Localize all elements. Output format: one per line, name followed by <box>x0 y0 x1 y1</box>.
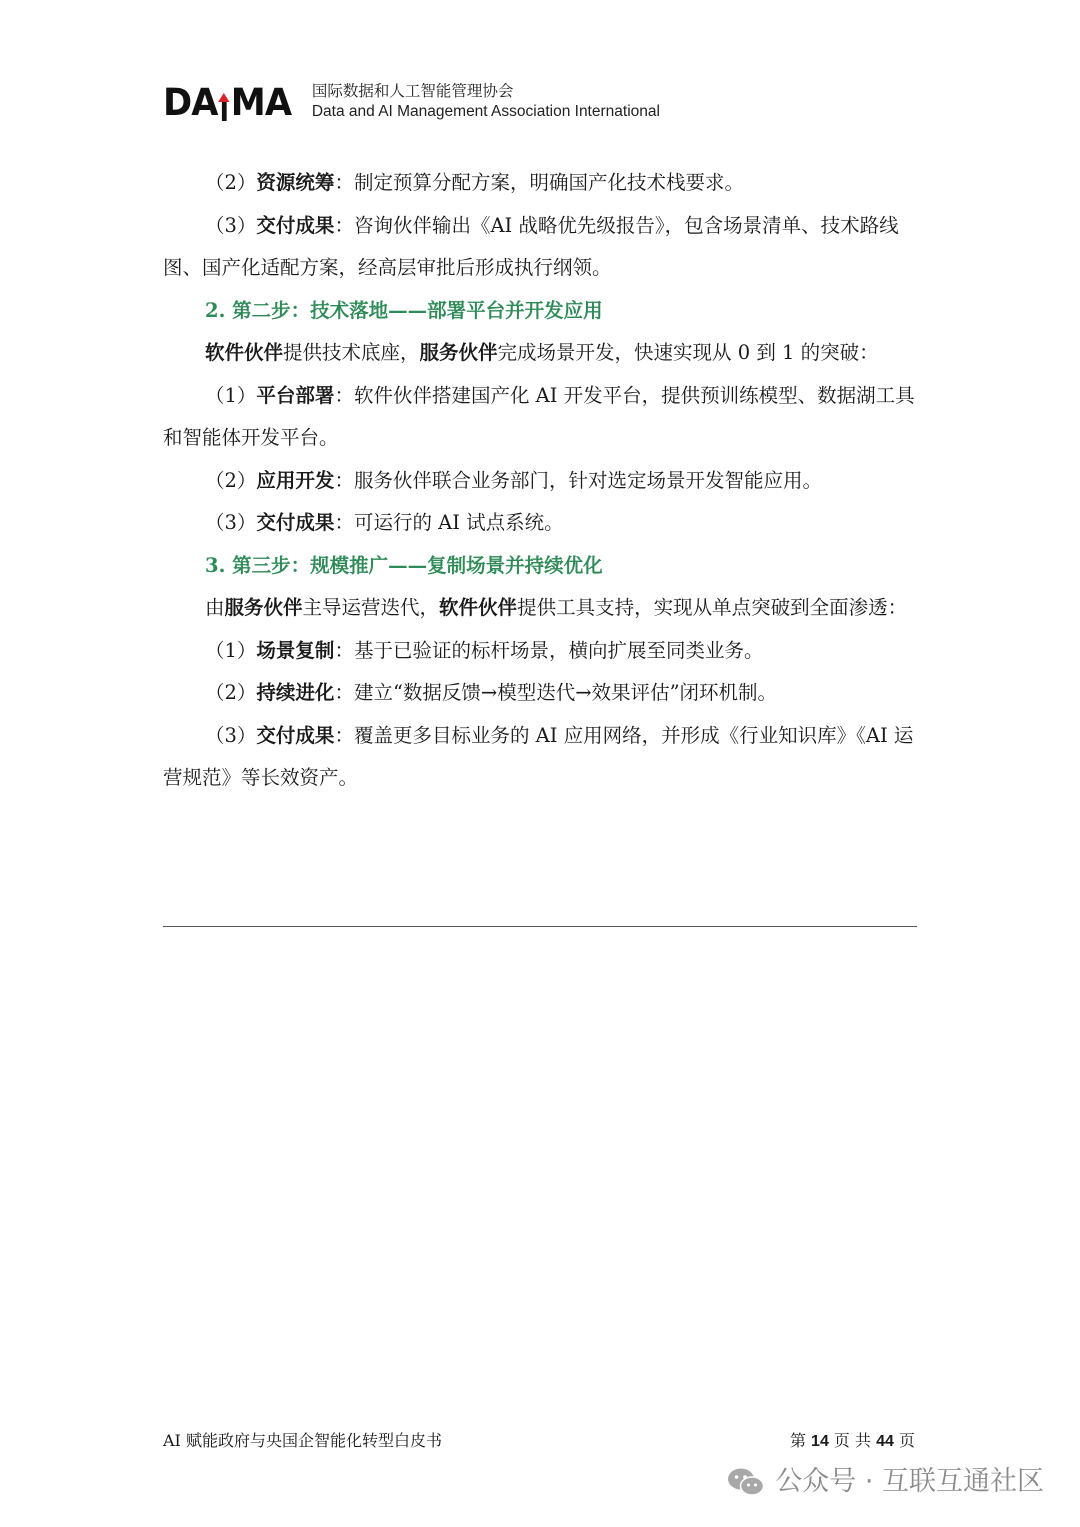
logo-left: DA <box>163 80 218 124</box>
current-page: 14 <box>811 1433 829 1450</box>
wechat-watermark <box>727 1462 1044 1502</box>
footer-page-number: 第 14 页 共 44 页 <box>789 1431 915 1450</box>
paragraph: （1）平台部署：软件伙伴搭建国产化 AI 开发平台，提供预训练模型、数据湖工具和智能体开发平台。 <box>163 383 915 449</box>
logo-i-arrow-icon <box>218 91 229 121</box>
org-name <box>312 82 660 122</box>
daima-logo <box>163 80 292 124</box>
wechat-icon <box>727 1467 765 1497</box>
paragraph: （2）应用开发：服务伙伴联合业务部门，针对选定场景开发智能应用。 <box>205 468 822 492</box>
paragraph: 软件伙伴提供技术底座，服务伙伴完成场景开发，快速实现从 0 到 1 的突破： <box>205 341 879 364</box>
paragraph: （1）场景复制：基于已验证的标杆场景，横向扩展至同类业务。 <box>205 638 764 662</box>
paragraph: （2）资源统筹：制定预算分配方案，明确国产化技术栈要求。 <box>205 171 744 194</box>
section-heading-step3: 3. 第三步：规模推广——复制场景并持续优化 <box>205 553 603 577</box>
footer-doc-title: AI 赋能政府与央国企智能化转型白皮书 <box>163 1431 442 1450</box>
total-pages: 44 <box>876 1433 894 1450</box>
section-heading-step2: 2. 第二步：技术落地——部署平台并开发应用 <box>205 298 603 322</box>
paragraph: （3）交付成果：可运行的 AI 试点系统。 <box>205 511 564 534</box>
document-body <box>163 162 917 800</box>
watermark-text: 公众号 · 互联互通社区 <box>775 1466 1044 1497</box>
paragraph: 由服务伙伴主导运营迭代，软件伙伴提供工具支持，实现从单点突破到全面渗透： <box>205 596 908 619</box>
org-name-cn: 国际数据和人工智能管理协会 <box>311 83 514 100</box>
org-name-en: Data and AI Management Association International <box>311 103 660 120</box>
section-divider <box>163 926 917 927</box>
paragraph: （3）交付成果：咨询伙伴输出《AI 战略优先级报告》，包含场景清单、技术路线图、国产化适配方案，经高层审批后形成执行纲领。 <box>163 213 899 279</box>
paragraph: （3）交付成果：覆盖更多目标业务的 AI 应用网络，并形成《行业知识库》《AI 运营规范》等长效资产。 <box>163 723 914 789</box>
page-header <box>163 80 660 124</box>
paragraph: （2）持续进化：建立“数据反馈→模型迭代→效果评估”闭环机制。 <box>205 681 778 704</box>
logo-right: MA <box>230 80 292 124</box>
